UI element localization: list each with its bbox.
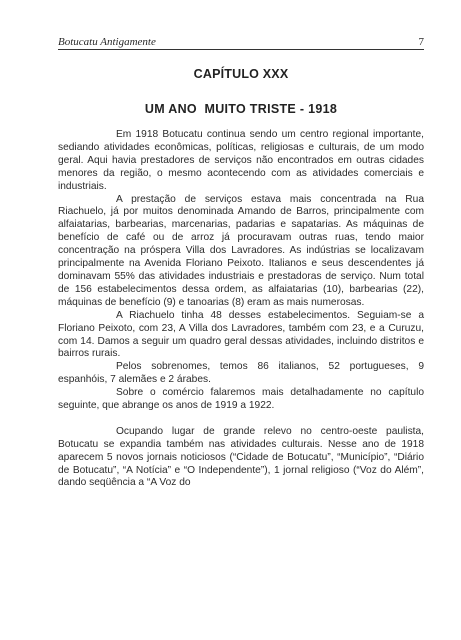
page-header (58, 30, 424, 48)
chapter-title: CAPÍTULO XXX (193, 67, 289, 81)
body-text (58, 129, 424, 490)
paragraph: A prestação de serviços estava mais concentrada na Rua Riachuelo, já por muitos denominada Amando de Barros, principalmente com alfaiatarias, barbearias, marcenarias, padarias e sapatarias. As máquinas de benefício de café ou de arroz já procuravam outras ruas, tendo maior concentração na próspera Villa dos Lavradores. As indústrias se localizavam principalmente na Avenida Floriano Peixoto. Italianos e seus descendentes já dominavam 55% das atividades industriais e prestadoras de serviço. Num total de 156 estabelecimentos dessa ordem, as alfaiatarias (10), barbearias (22), máquinas de benefício (9) e tanoarias (8) eram as mais numerosas. (58, 193, 424, 308)
paragraph: Em 1918 Botucatu continua sendo um centro regional importante, sediando atividades econômicas, políticas, religiosas e culturais, de um modo geral. Aqui havia prestadores de serviços não encontrados em outras cidades menores da região, o mesmo acontecendo com as atividades comerciais e industriais. (58, 129, 424, 192)
paragraph: Pelos sobrenomes, temos 86 italianos, 52 portugueses, 9 espanhóis, 7 alemães e 2 árabes. (58, 361, 424, 386)
page-number: 7 (418, 36, 424, 48)
running-title: Botucatu Antigamente (58, 36, 156, 48)
header-rule (58, 49, 424, 50)
paragraph: Ocupando lugar de grande relevo no centro-oeste paulista, Botucatu se expandia também nas atividades culturais. Nesse ano de 1918 aparecem 5 novos jornais noticiosos (“Cidade de Botucatu”, “Município”, “Diário de Botucatu”, “A Notícia” e “O Independente”), 1 jornal religioso (“Voz do Além”, dando seqüência a “A Voz do (58, 425, 424, 489)
paragraph: Sobre o comércio falaremos mais detalhadamente no capítulo seguinte, que abrange os anos de 1919 a 1922. (58, 387, 424, 412)
paragraph: A Riachuelo tinha 48 desses estabelecimentos. Seguiam-se a Floriano Peixoto, com 23, A Villa dos Lavradores, também com 23, e a Curuzu, com 14. Damos a seguir um quadro geral dessas atividades, incluindo distritos e bairros rurais. (58, 309, 424, 360)
section-title: UM ANO MUITO TRISTE - 1918 (144, 102, 338, 116)
